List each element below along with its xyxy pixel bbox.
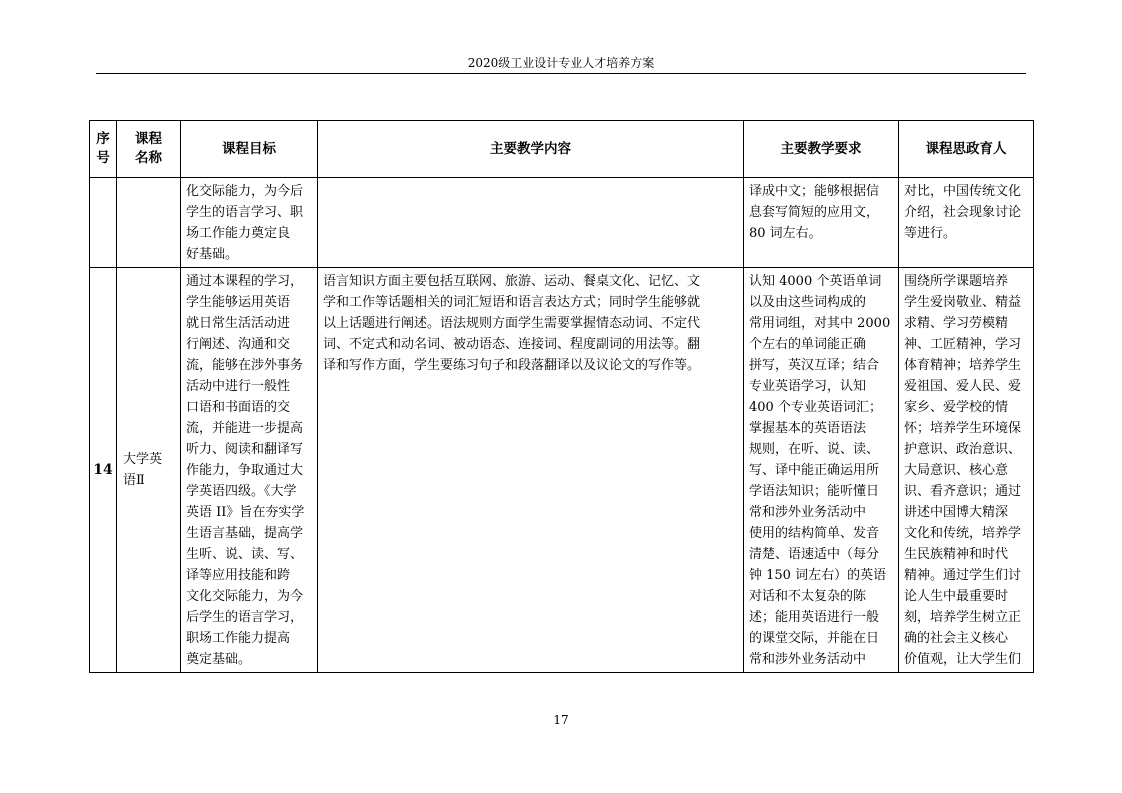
cell-course-name [117, 178, 181, 268]
column-header-course-goal: 课程目标 [181, 121, 318, 178]
column-header-teaching-content: 主要教学内容 [318, 121, 744, 178]
column-header-course-name: 课程名称 [117, 121, 181, 178]
table-row-14 [90, 268, 1034, 673]
column-header-teaching-requirements: 主要教学要求 [744, 121, 899, 178]
cell-course-name: 大学英 语Ⅱ [117, 268, 181, 673]
page-number: 17 [553, 713, 569, 727]
cell-ideology-education: 围绕所学课题培养 学生爱岗敬业、精益 求精、学习劳模精 神、工匠精神，学习 体育精神；培养学生 爱祖国、爱人民、爱 家乡、爱学校的情 怀；培养学生环境保 护意识、政治意识、 大局意识、核心意 识、看齐意识；通过 讲述中国博大精深 文化和传统，培养学 生民族精神和时代 精神。通过学生们讨 论人生中最重要时 刻，培养学生树立正 确的社会主义核心 价值观，让大学生们 [899, 268, 1034, 673]
header-divider [96, 73, 1026, 74]
column-header-ideology-education: 课程思政育人 [899, 121, 1034, 178]
cell-teaching-requirements: 译成中文；能够根据信 息套写简短的应用文， 80 词左右。 [744, 178, 899, 268]
table-header-row [90, 121, 1034, 178]
cell-course-goal: 通过本课程的学习， 学生能够运用英语 就日常生活活动进 行阐述、沟通和交 流，能够在涉外事务 活动中进行一般性 口语和书面语的交 流，并能进一步提高 听力、阅读和翻译写 作能力，争取通过大 学英语四级。《大学 英语 II》旨在夯实学 生语言基础，提高学 生听、说、读、写、 译等应用技能和跨 文化交际能力，为今 后学生的语言学习， 职场工作能力提高 奠定基础。 [181, 268, 318, 673]
cell-ideology-education: 对比，中国传统文化 介绍，社会现象讨论 等进行。 [899, 178, 1034, 268]
cell-teaching-content: 语言知识方面主要包括互联网、旅游、运动、餐桌文化、记忆、文 学和工作等话题相关的词汇短语和语言表达方式；同时学生能够就 以上话题进行阐述。语法规则方面学生需要掌握情态动词、不定代 词、不定式和动名词、被动语态、连接词、程度副词的用法等。翻 译和写作方面，学生要练习句子和段落翻译以及议论文的写作等。 [318, 268, 744, 673]
cell-number [90, 178, 117, 268]
curriculum-table [89, 120, 1034, 673]
document-header-title: 2020级工业设计专业人才培养方案 [467, 56, 655, 70]
cell-teaching-content [318, 178, 744, 268]
column-header-number: 序号 [90, 121, 117, 178]
cell-teaching-requirements: 认知 4000 个英语单词 以及由这些词构成的 常用词组，对其中 2000 个左右的单词能正确 拼写，英汉互译；结合 专业英语学习，认知 400 个专业英语词汇； 掌握基本的英语语法 规则，在听、说、读、 写、译中能正确运用所 学语法知识；能听懂日 常和涉外业务活动中 使用的结构简单、发音 清楚、语速适中（每分 钟 150 词左右）的英语 对话和不太复杂的陈 述；能用英语进行一般 的课堂交际，并能在日 常和涉外业务活动中 [744, 268, 899, 673]
table-row-continued [90, 178, 1034, 268]
cell-course-goal: 化交际能力，为今后 学生的语言学习、职 场工作能力奠定良 好基础。 [181, 178, 318, 268]
cell-number: 14 [90, 268, 117, 673]
